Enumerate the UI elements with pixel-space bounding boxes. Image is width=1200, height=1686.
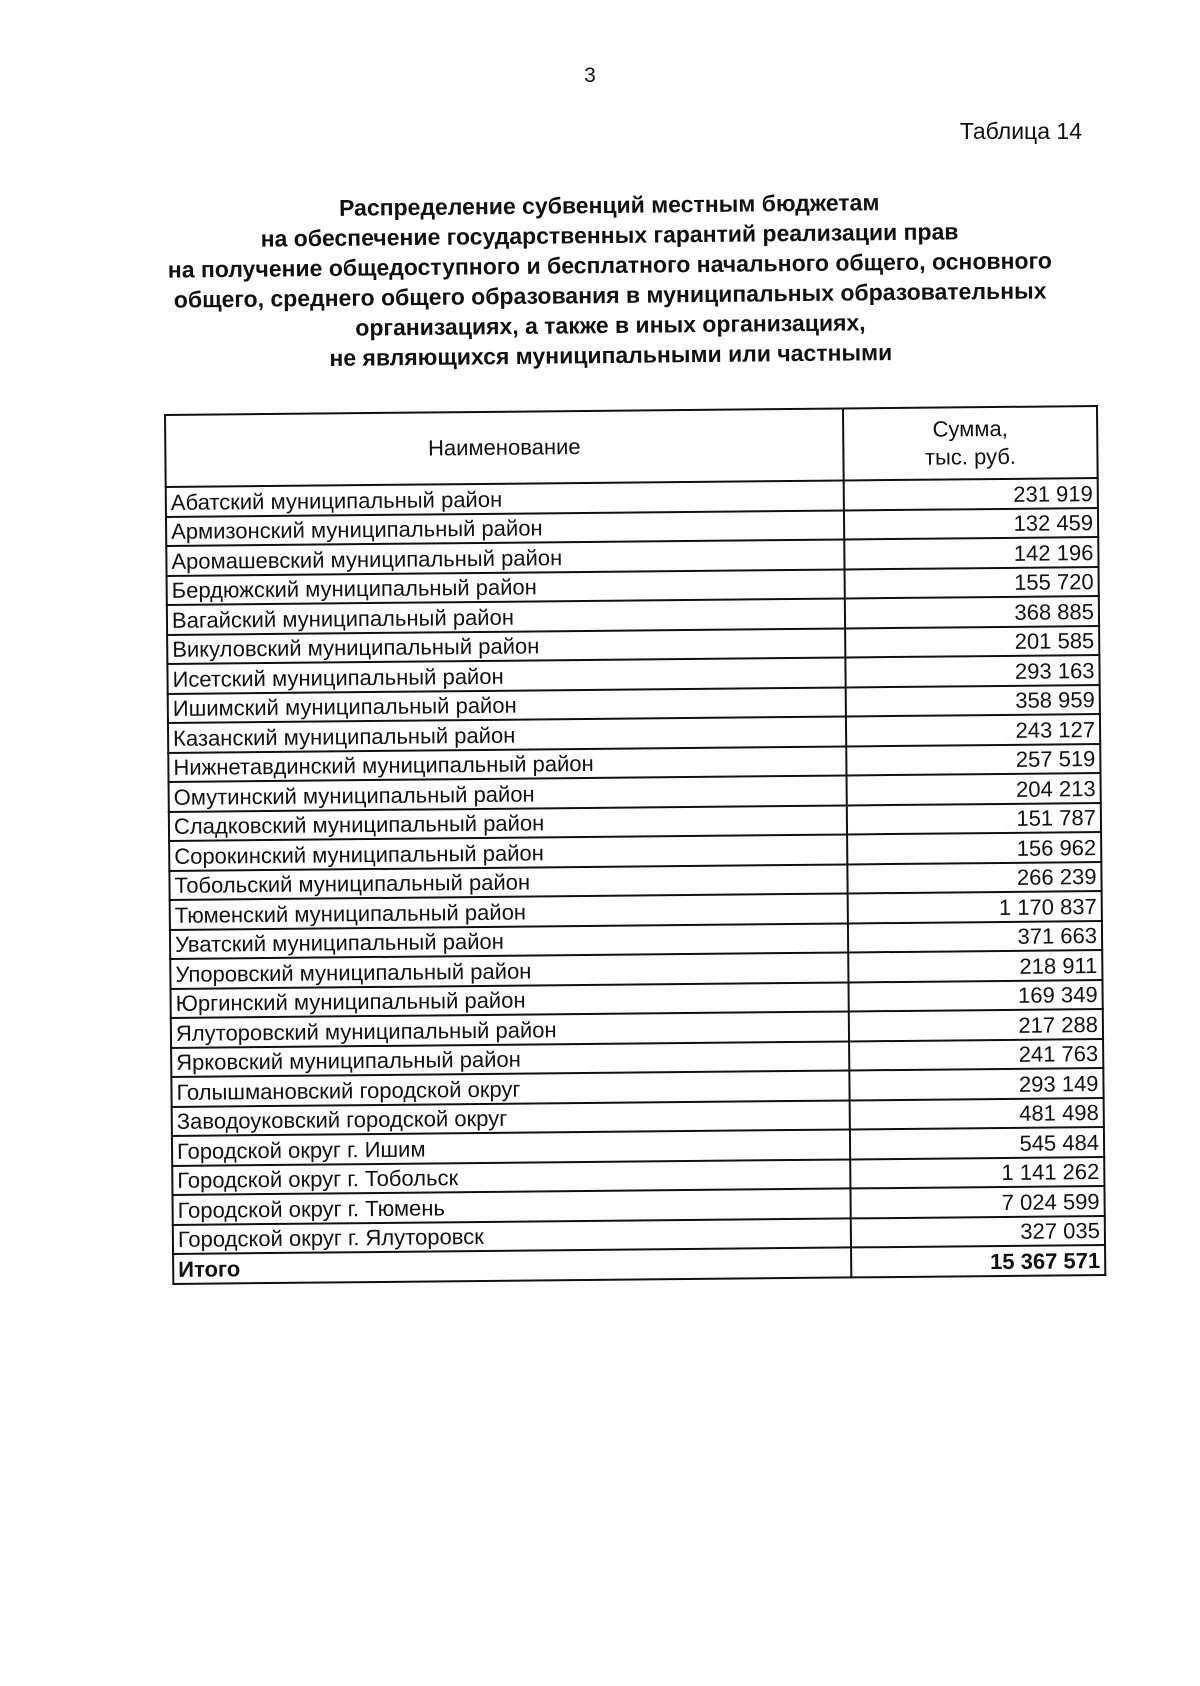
row-sum: 142 196	[844, 537, 1098, 569]
title-line-5: организациях, а также в иных организациях,	[355, 309, 866, 341]
document-title	[139, 185, 1081, 375]
total-label: Итого	[173, 1247, 851, 1283]
row-sum: 243 127	[846, 714, 1100, 746]
row-sum: 7 024 599	[850, 1186, 1104, 1218]
row-sum: 156 962	[847, 832, 1101, 864]
row-name: Ишимский муниципальный район	[168, 687, 846, 723]
row-sum: 204 213	[847, 773, 1101, 805]
row-sum: 293 149	[849, 1068, 1103, 1100]
row-sum: 266 239	[847, 862, 1101, 894]
row-name: Городской округ г. Тобольск	[172, 1159, 850, 1195]
row-name: Уватский муниципальный район	[170, 923, 848, 959]
row-sum: 231 919	[844, 478, 1098, 510]
subsidy-table-container	[164, 405, 1104, 1284]
row-name: Сорокинский муниципальный район	[169, 834, 847, 870]
row-name: Абатский муниципальный район	[166, 480, 844, 516]
row-sum: 257 519	[846, 744, 1100, 776]
row-name: Заводоуковский городской округ	[172, 1100, 850, 1136]
title-line-6: не являющихся муниципальными или частными	[329, 339, 893, 371]
row-name: Ялуторовский муниципальный район	[171, 1011, 849, 1047]
table-label: Таблица 14	[959, 118, 1082, 144]
row-name: Бердюжский муниципальный район	[167, 569, 845, 605]
row-name: Городской округ г. Ялуторовск	[173, 1218, 851, 1254]
row-name: Голышмановский городской округ	[171, 1070, 849, 1106]
row-name: Тобольский муниципальный район	[169, 864, 847, 900]
row-sum: 201 585	[845, 626, 1099, 658]
table-body	[166, 478, 1106, 1283]
row-sum: 371 663	[848, 921, 1102, 953]
row-sum: 132 459	[844, 508, 1098, 540]
subsidy-table	[164, 405, 1106, 1284]
title-line-4: общего, среднего общего образования в муниципальных образовательных	[173, 277, 1047, 313]
row-sum: 481 498	[850, 1098, 1104, 1130]
row-sum: 151 787	[847, 803, 1101, 835]
row-sum: 293 163	[845, 655, 1099, 687]
row-name: Викуловский муниципальный район	[167, 628, 845, 664]
row-name: Нижнетавдинский муниципальный район	[168, 746, 846, 782]
header-name: Наименование	[165, 408, 844, 487]
row-sum: 241 763	[849, 1039, 1103, 1071]
row-sum: 368 885	[845, 596, 1099, 628]
page-number: 3	[584, 64, 596, 87]
row-name: Ярковский муниципальный район	[171, 1041, 849, 1077]
title-line-1: Распределение субвенций местным бюджетам	[338, 189, 880, 221]
row-sum: 218 911	[848, 950, 1102, 982]
table-header-row	[165, 406, 1098, 487]
header-sum	[843, 406, 1098, 480]
row-sum: 155 720	[845, 567, 1099, 599]
row-sum: 1 170 837	[848, 891, 1102, 923]
row-name: Упоровский муниципальный район	[170, 952, 848, 988]
total-sum: 15 367 571	[851, 1245, 1105, 1277]
row-name: Омутинский муниципальный район	[169, 775, 847, 811]
header-sum-line-1: Сумма,	[932, 415, 1008, 442]
row-name: Сладковский муниципальный район	[169, 805, 847, 841]
row-name: Городской округ г. Тюмень	[172, 1188, 850, 1224]
row-name: Исетский муниципальный район	[167, 657, 845, 693]
row-sum: 545 484	[850, 1127, 1104, 1159]
row-name: Тюменский муниципальный район	[170, 893, 848, 929]
row-name: Армизонский муниципальный район	[166, 510, 844, 546]
title-line-2: на обеспечение государственных гарантий реализации прав	[260, 218, 959, 252]
title-line-3: на получение общедоступного и бесплатного начального общего, основного	[167, 247, 1052, 283]
row-sum: 169 349	[848, 980, 1102, 1012]
row-name: Городской округ г. Ишим	[172, 1129, 850, 1165]
row-name: Казанский муниципальный район	[168, 716, 846, 752]
row-name: Вагайский муниципальный район	[167, 598, 845, 634]
row-sum: 1 141 262	[850, 1157, 1104, 1189]
row-sum: 358 959	[846, 685, 1100, 717]
row-name: Аромашевский муниципальный район	[166, 539, 844, 575]
row-name: Юргинский муниципальный район	[171, 982, 849, 1018]
row-sum: 327 035	[851, 1216, 1105, 1248]
row-sum: 217 288	[849, 1009, 1103, 1041]
header-sum-line-2: тыс. руб.	[924, 443, 1017, 470]
